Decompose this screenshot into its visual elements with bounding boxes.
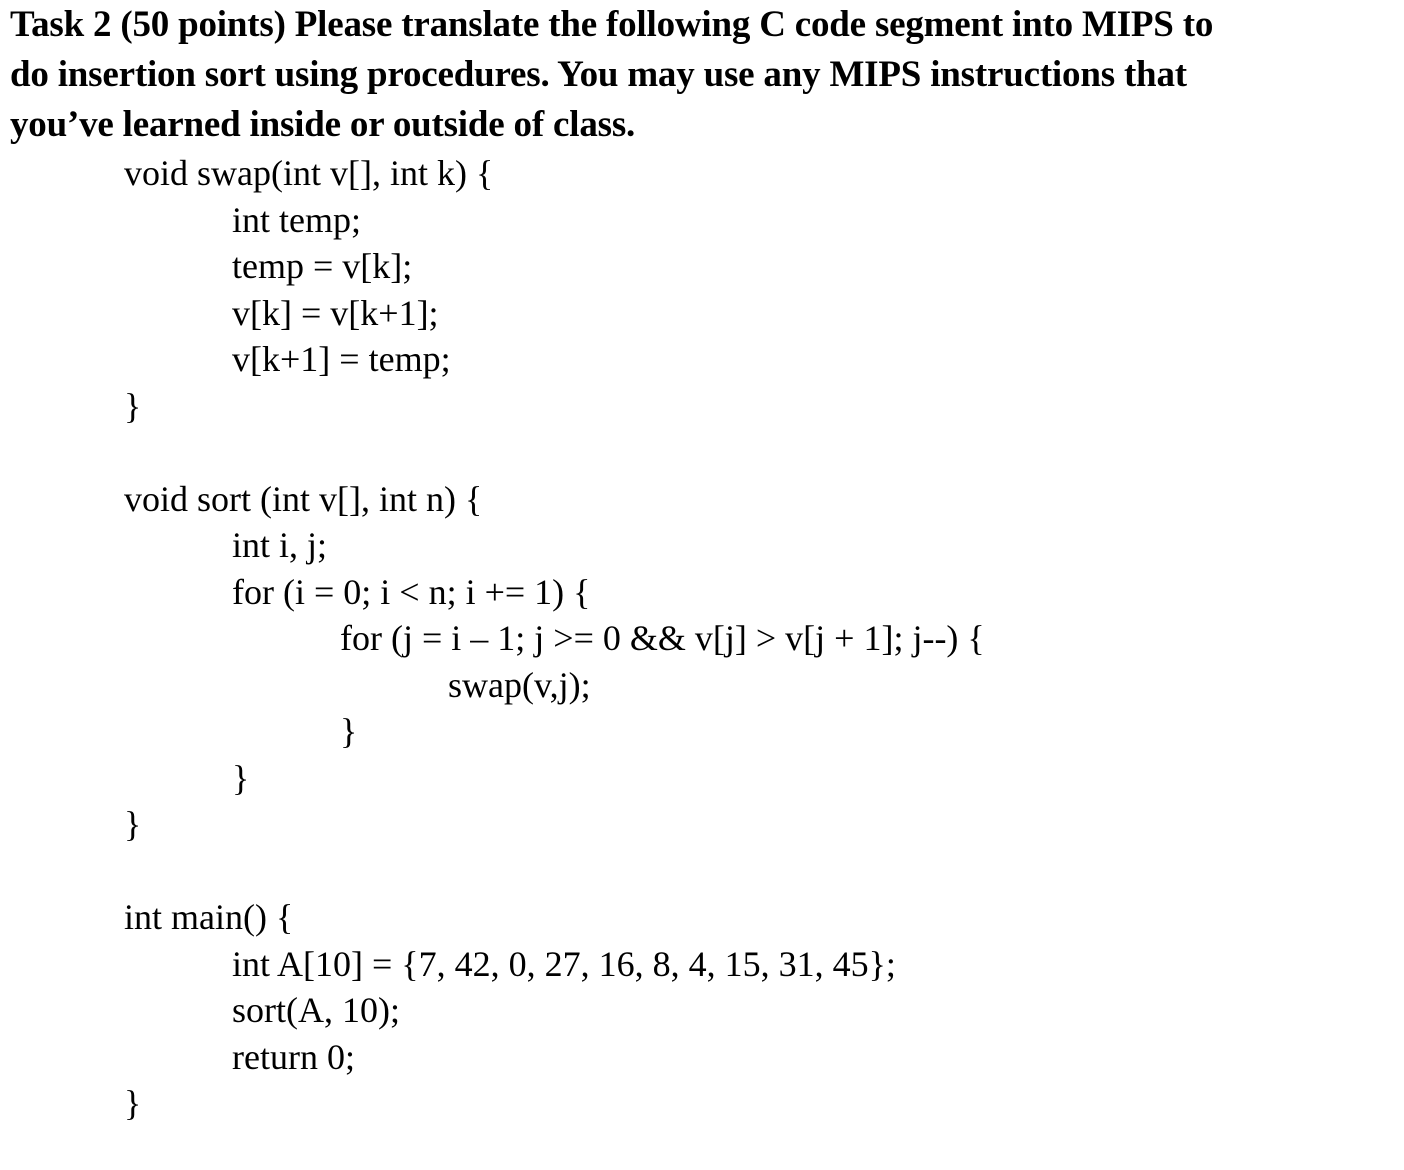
code-line-sort-call: sort(A, 10); bbox=[232, 990, 400, 1030]
code-line: v[k] = v[k+1]; bbox=[232, 292, 439, 333]
code-line-inner-for: for (j = i – 1; j >= 0 && v[j] > v[j + 1]; j--) { bbox=[340, 618, 985, 658]
task-heading-line: do insertion sort using procedures. You may use any MIPS instructions that bbox=[10, 54, 1187, 95]
code-line-closing-brace: } bbox=[124, 804, 142, 844]
code-line: int temp; bbox=[232, 199, 361, 240]
code-line-closing-brace: } bbox=[340, 711, 358, 751]
code-line-array-init: int A[10] = {7, 42, 0, 27, 16, 8, 4, 15, 31, 45}; bbox=[232, 943, 896, 984]
code-line-main-signature: int main() { bbox=[124, 897, 294, 937]
code-line-swap-call: swap(v,j); bbox=[448, 664, 591, 705]
code-line-swap-signature: void swap(int v[], int k) { bbox=[124, 153, 494, 193]
code-line: temp = v[k]; bbox=[232, 246, 413, 286]
code-line-outer-for: for (i = 0; i < n; i += 1) { bbox=[232, 571, 591, 612]
code-line-closing-brace: } bbox=[124, 1083, 142, 1123]
code-line: v[k+1] = temp; bbox=[232, 339, 451, 379]
code-line-blank bbox=[0, 848, 1404, 895]
code-line-closing-brace: } bbox=[124, 385, 142, 426]
task-heading bbox=[10, 0, 1400, 150]
code-line: int i, j; bbox=[232, 525, 328, 565]
code-line-blank bbox=[0, 429, 1404, 476]
code-line-return: return 0; bbox=[232, 1036, 355, 1077]
task-heading-line: you’ve learned inside or outside of class. bbox=[10, 104, 636, 145]
code-line-sort-signature: void sort (int v[], int n) { bbox=[124, 478, 483, 519]
task-heading-line: Task 2 (50 points) Please translate the following C code segment into MIPS to bbox=[10, 4, 1214, 45]
c-code-block bbox=[0, 150, 1404, 1127]
code-line-closing-brace: } bbox=[232, 757, 250, 798]
